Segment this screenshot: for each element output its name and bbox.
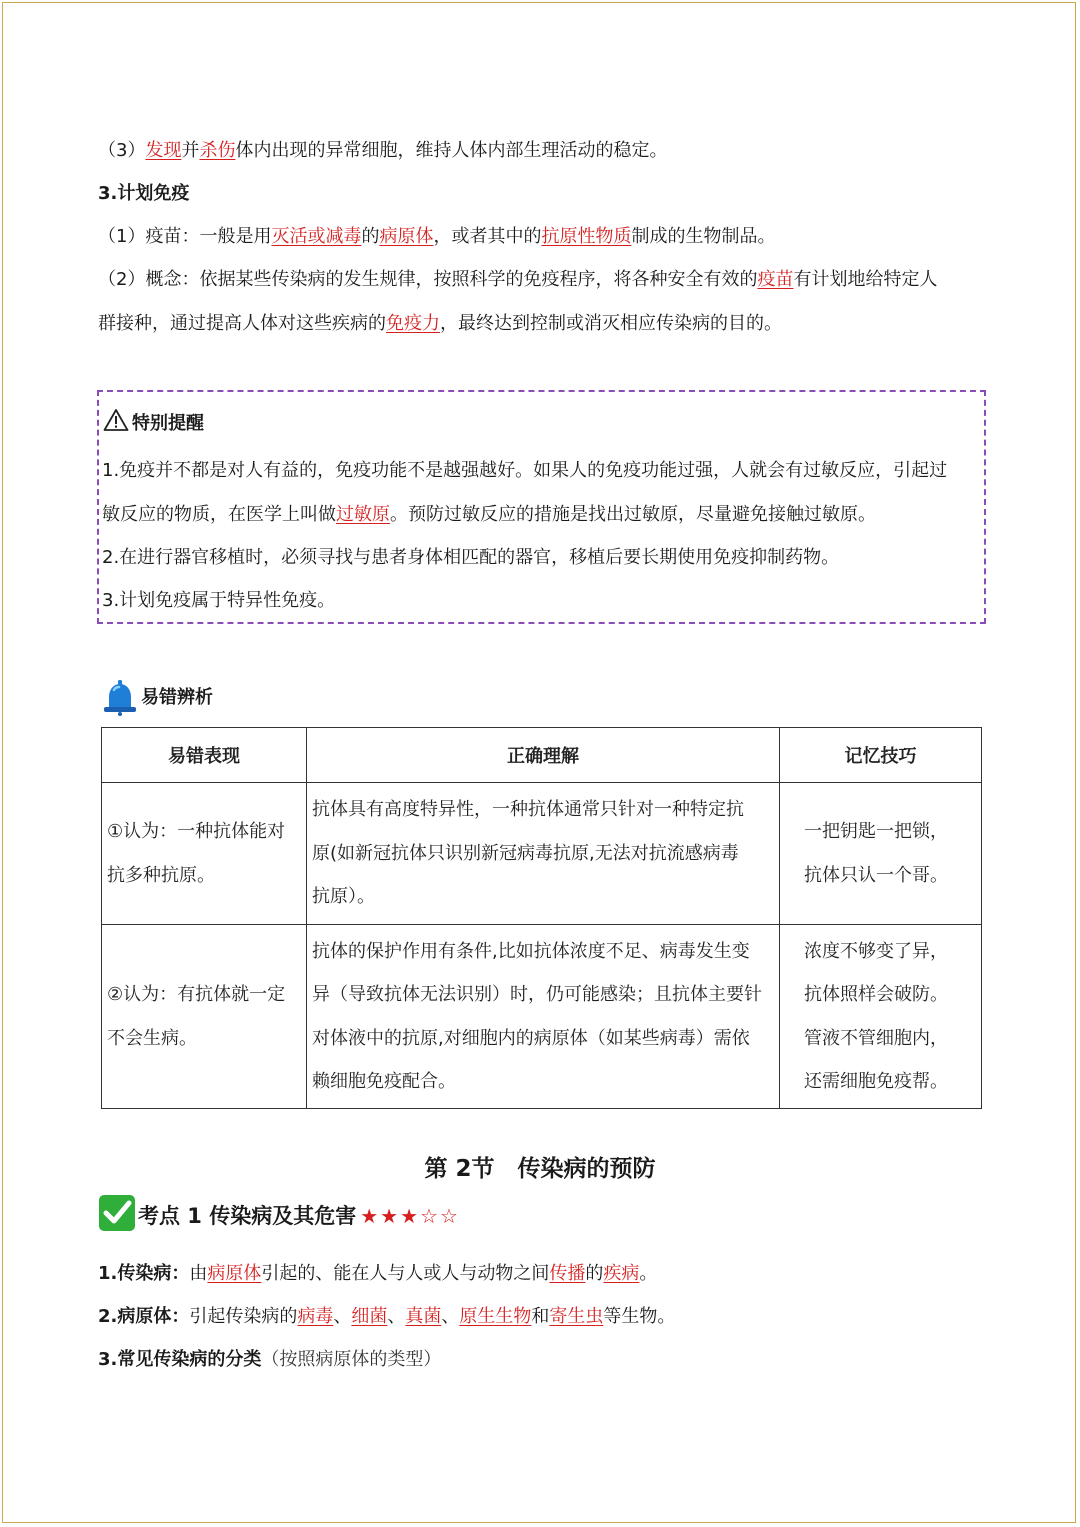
mistake-cell: ②认为：有抗体就一定 不会生病。	[102, 925, 307, 1109]
reminder-title: 特别提醒	[132, 413, 204, 434]
memory-cell: 浓度不够变了异， 抗体照样会破防。 管液不管细胞内， 还需细胞免疫帮。	[780, 925, 982, 1109]
header-correct: 正确理解	[307, 728, 780, 783]
mistake-cell: ①认为：一种抗体能对 抗多种抗原。	[102, 783, 307, 925]
table-row	[102, 925, 982, 1109]
error-analysis-title: 易错辨析	[141, 687, 213, 708]
error-analysis-table	[101, 727, 982, 1109]
table-header-row	[102, 728, 982, 783]
correct-cell: 抗体的保护作用有条件,比如抗体浓度不足、病毒发生变 异（导致抗体无法识别）时，仍可能感染；且抗体主要针 对体液中的抗原,对细胞内的病原体（如某些病毒）需依 赖细胞免疫配合。	[307, 925, 780, 1109]
special-reminder-box	[97, 390, 986, 624]
section-title: 第 2节 传染病的预防	[424, 1156, 656, 1182]
table-row	[102, 783, 982, 925]
bell-icon	[103, 679, 137, 716]
concept-line-2: 群接种，通过提高人体对这些疾病的免疫力，最终达到控制或消灭相应传染病的目的。	[98, 313, 782, 334]
memory-cell: 一把钥匙一把锁， 抗体只认一个哥。	[780, 783, 982, 925]
header-memory-tip: 记忆技巧	[780, 728, 982, 783]
correct-cell: 抗体具有高度特异性，一种抗体通常只针对一种特定抗 原(如新冠抗体只识别新冠病毒抗原,无法对抗流感病毒 抗原）。	[307, 783, 780, 925]
reminder-item-1a: 1.免疫并不都是对人有益的，免疫功能不是越强越好。如果人的免疫功能过强，人就会有过敏反应，引起过	[102, 460, 948, 481]
infectious-disease-definition: 1.传染病：由病原体引起的、能在人与人或人与动物之间传播的疾病。	[98, 1263, 658, 1284]
vaccine-definition: （1）疫苗：一般是用灭活或减毒的病原体，或者其中的抗原性物质制成的生物制品。	[98, 226, 776, 247]
reminder-item-3: 3.计划免疫属于特异性免疫。	[102, 590, 336, 611]
warning-icon	[103, 408, 129, 432]
header-mistake: 易错表现	[102, 728, 307, 783]
checkmark-icon	[98, 1194, 136, 1232]
reminder-item-1b: 敏反应的物质，在医学上叫做过敏原。预防过敏反应的措施是找出过敏原，尽量避免接触过敏原。	[102, 504, 876, 525]
importance-stars: ★★★☆☆	[360, 1204, 460, 1228]
reminder-item-2: 2.在进行器官移植时，必须寻找与患者身体相匹配的器官，移植后要长期使用免疫抑制药物。	[102, 547, 840, 568]
planned-immunity-heading: 3.计划免疫	[98, 183, 190, 204]
concept-line-1: （2）概念：依据某些传染病的发生规律，按照科学的免疫程序，将各种安全有效的疫苗有计划地给特定人	[98, 269, 938, 290]
classification-heading: 3.常见传染病的分类（按照病原体的类型）	[98, 1349, 442, 1370]
pathogen-definition: 2.病原体：引起传染病的病毒、细菌、真菌、原生生物和寄生虫等生物。	[98, 1306, 676, 1327]
immune-function-line-3: （3）发现并杀伤体内出现的异常细胞，维持人体内部生理活动的稳定。	[98, 140, 668, 161]
key-point-heading: 考点 1 传染病及其危害 ★★★☆☆	[138, 1204, 460, 1228]
